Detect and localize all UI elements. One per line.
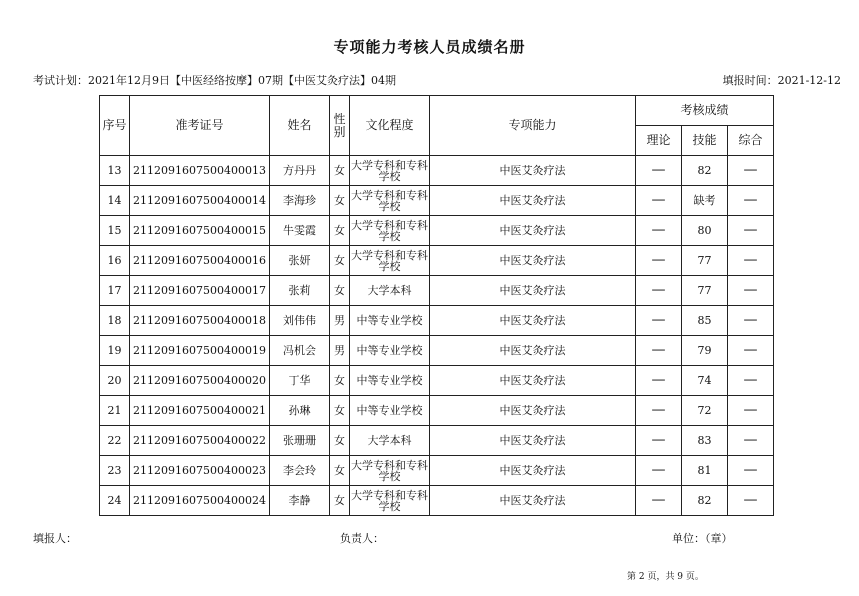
- cell-total: —: [728, 486, 774, 516]
- cell-skill: 中医艾灸疗法: [430, 366, 636, 396]
- header-edu: 文化程度: [350, 96, 430, 156]
- table-row: [100, 426, 774, 456]
- cell-theory: —: [636, 366, 682, 396]
- cell-tech: 83: [682, 426, 728, 456]
- cell-sex: 女: [330, 186, 350, 216]
- cell-skill: 中医艾灸疗法: [430, 396, 636, 426]
- table-row: [100, 456, 774, 486]
- cell-edu: 中等专业学校: [350, 336, 430, 366]
- cell-tech: 77: [682, 246, 728, 276]
- cell-total: —: [728, 246, 774, 276]
- cell-id: 2112091607500400018: [130, 306, 270, 336]
- cell-sex: 女: [330, 276, 350, 306]
- cell-seq: 21: [100, 396, 130, 426]
- cell-name: 李海珍: [270, 186, 330, 216]
- cell-seq: 19: [100, 336, 130, 366]
- exam-plan: [33, 72, 396, 88]
- fill-time-value: 2021-12-12: [777, 74, 841, 87]
- cell-tech: 72: [682, 396, 728, 426]
- cell-id: 2112091607500400021: [130, 396, 270, 426]
- table-row: [100, 366, 774, 396]
- cell-total: —: [728, 276, 774, 306]
- cell-theory: —: [636, 456, 682, 486]
- cell-tech: 80: [682, 216, 728, 246]
- cell-theory: —: [636, 336, 682, 366]
- cell-sex: 女: [330, 396, 350, 426]
- cell-edu: 大学专科和专科学校: [350, 216, 430, 246]
- cell-id: 2112091607500400024: [130, 486, 270, 516]
- cell-seq: 16: [100, 246, 130, 276]
- cell-name: 李静: [270, 486, 330, 516]
- cell-name: 冯机会: [270, 336, 330, 366]
- table-row: [100, 276, 774, 306]
- cell-total: —: [728, 426, 774, 456]
- cell-edu: 大学专科和专科学校: [350, 486, 430, 516]
- cell-edu: 大学本科: [350, 426, 430, 456]
- cell-theory: —: [636, 186, 682, 216]
- cell-theory: —: [636, 486, 682, 516]
- cell-skill: 中医艾灸疗法: [430, 336, 636, 366]
- cell-tech: 82: [682, 486, 728, 516]
- table-row: [100, 246, 774, 276]
- cell-total: —: [728, 156, 774, 186]
- cell-tech: 77: [682, 276, 728, 306]
- cell-sex: 女: [330, 366, 350, 396]
- cell-edu: 大学专科和专科学校: [350, 246, 430, 276]
- cell-theory: —: [636, 276, 682, 306]
- cell-id: 2112091607500400015: [130, 216, 270, 246]
- cell-name: 牛雯霞: [270, 216, 330, 246]
- exam-plan-value: 2021年12月9日【中医经络按摩】07期【中医艾灸疗法】04期: [88, 74, 396, 87]
- cell-seq: 13: [100, 156, 130, 186]
- cell-edu: 大学专科和专科学校: [350, 456, 430, 486]
- cell-skill: 中医艾灸疗法: [430, 246, 636, 276]
- cell-skill: 中医艾灸疗法: [430, 216, 636, 246]
- cell-id: 2112091607500400020: [130, 366, 270, 396]
- table-row: [100, 486, 774, 516]
- table-row: [100, 156, 774, 186]
- cell-theory: —: [636, 246, 682, 276]
- cell-id: 2112091607500400017: [130, 276, 270, 306]
- cell-sex: 女: [330, 456, 350, 486]
- cell-id: 2112091607500400016: [130, 246, 270, 276]
- cell-total: —: [728, 216, 774, 246]
- cell-total: —: [728, 456, 774, 486]
- cell-total: —: [728, 186, 774, 216]
- cell-skill: 中医艾灸疗法: [430, 426, 636, 456]
- header-name: 姓名: [270, 96, 330, 156]
- exam-plan-label: 考试计划：: [33, 74, 88, 87]
- cell-skill: 中医艾灸疗法: [430, 186, 636, 216]
- table-row: [100, 336, 774, 366]
- cell-theory: —: [636, 426, 682, 456]
- cell-seq: 18: [100, 306, 130, 336]
- cell-total: —: [728, 366, 774, 396]
- cell-sex: 女: [330, 486, 350, 516]
- cell-seq: 17: [100, 276, 130, 306]
- fill-time: [723, 72, 841, 88]
- page-title: 专项能力考核人员成绩名册: [333, 38, 526, 56]
- cell-name: 张莉: [270, 276, 330, 306]
- header-id: 准考证号: [130, 96, 270, 156]
- cell-seq: 20: [100, 366, 130, 396]
- cell-edu: 中等专业学校: [350, 306, 430, 336]
- cell-seq: 23: [100, 456, 130, 486]
- cell-theory: —: [636, 396, 682, 426]
- cell-name: 刘伟伟: [270, 306, 330, 336]
- cell-id: 2112091607500400022: [130, 426, 270, 456]
- owner-label: 负责人：: [340, 532, 384, 545]
- cell-name: 李会玲: [270, 456, 330, 486]
- table-row: [100, 216, 774, 246]
- score-table: [99, 95, 774, 516]
- cell-theory: —: [636, 216, 682, 246]
- table-row: [100, 186, 774, 216]
- cell-sex: 女: [330, 426, 350, 456]
- cell-tech: 81: [682, 456, 728, 486]
- header-sex: 性别: [330, 96, 350, 156]
- cell-tech: 82: [682, 156, 728, 186]
- cell-edu: 中等专业学校: [350, 396, 430, 426]
- cell-sex: 男: [330, 306, 350, 336]
- cell-theory: —: [636, 156, 682, 186]
- cell-seq: 14: [100, 186, 130, 216]
- cell-name: 张珊珊: [270, 426, 330, 456]
- cell-name: 孙琳: [270, 396, 330, 426]
- header-score-group: 考核成绩: [636, 96, 774, 126]
- cell-skill: 中医艾灸疗法: [430, 486, 636, 516]
- cell-name: 张妍: [270, 246, 330, 276]
- cell-edu: 大学专科和专科学校: [350, 156, 430, 186]
- cell-skill: 中医艾灸疗法: [430, 276, 636, 306]
- cell-name: 丁华: [270, 366, 330, 396]
- cell-total: —: [728, 396, 774, 426]
- header-total: 综合: [728, 126, 774, 156]
- unit-label: 单位：（章）: [672, 532, 733, 545]
- cell-id: 2112091607500400023: [130, 456, 270, 486]
- cell-theory: —: [636, 306, 682, 336]
- cell-edu: 中等专业学校: [350, 366, 430, 396]
- cell-skill: 中医艾灸疗法: [430, 156, 636, 186]
- filler-label: 填报人：: [33, 532, 77, 545]
- cell-sex: 女: [330, 216, 350, 246]
- cell-skill: 中医艾灸疗法: [430, 306, 636, 336]
- header-tech: 技能: [682, 126, 728, 156]
- table-row: [100, 396, 774, 426]
- cell-seq: 22: [100, 426, 130, 456]
- cell-name: 方丹丹: [270, 156, 330, 186]
- cell-id: 2112091607500400014: [130, 186, 270, 216]
- page-info: 第 2 页，共 9 页。: [627, 572, 704, 582]
- table-row: [100, 306, 774, 336]
- header-seq: 序号: [100, 96, 130, 156]
- header-skill: 专项能力: [430, 96, 636, 156]
- cell-edu: 大学本科: [350, 276, 430, 306]
- cell-edu: 大学专科和专科学校: [350, 186, 430, 216]
- cell-seq: 15: [100, 216, 130, 246]
- cell-total: —: [728, 306, 774, 336]
- fill-time-label: 填报时间：: [722, 74, 778, 87]
- cell-id: 2112091607500400019: [130, 336, 270, 366]
- header-theory: 理论: [636, 126, 682, 156]
- cell-skill: 中医艾灸疗法: [430, 456, 636, 486]
- cell-id: 211209160750040001​3: [130, 156, 270, 186]
- cell-tech: 74: [682, 366, 728, 396]
- cell-sex: 女: [330, 156, 350, 186]
- cell-tech: 85: [682, 306, 728, 336]
- cell-tech: 79: [682, 336, 728, 366]
- cell-total: —: [728, 336, 774, 366]
- cell-sex: 男: [330, 336, 350, 366]
- cell-seq: 24: [100, 486, 130, 516]
- cell-tech: 缺考: [682, 186, 728, 216]
- cell-sex: 女: [330, 246, 350, 276]
